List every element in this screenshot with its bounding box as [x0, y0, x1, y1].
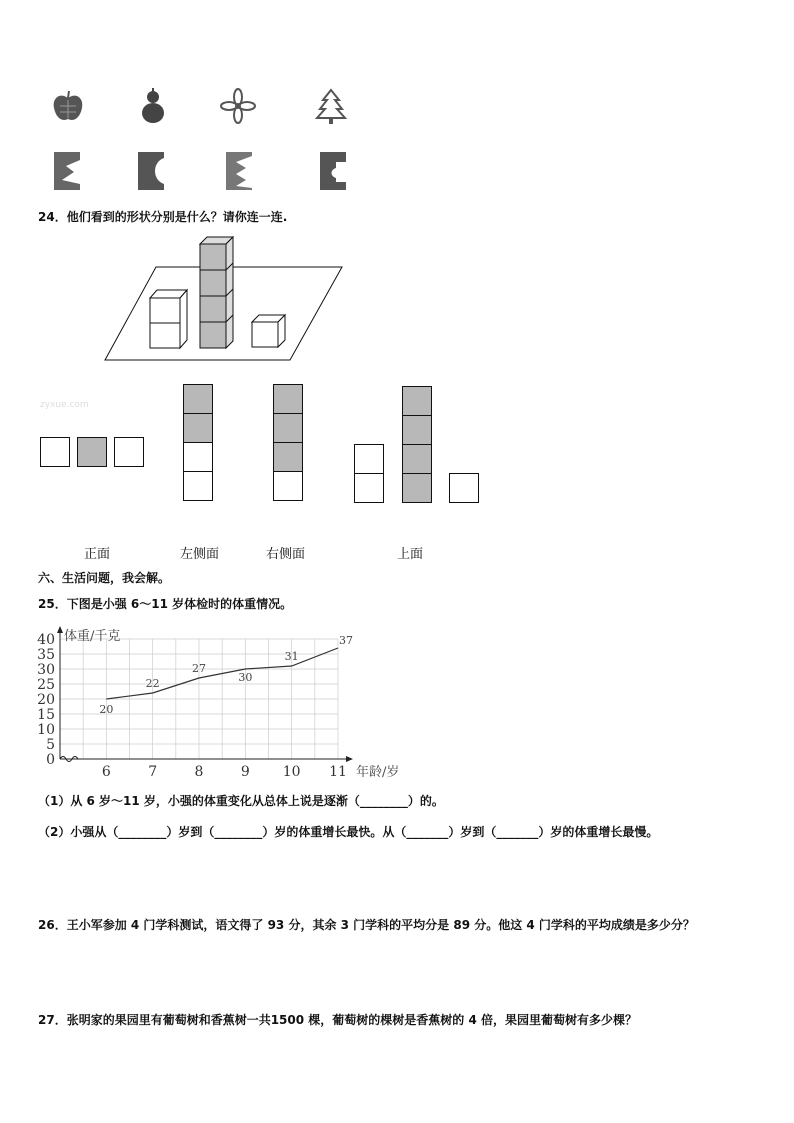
view-cell [402, 415, 432, 445]
x-tick-label: 7 [148, 764, 158, 780]
view-label-left: 左侧面 [180, 547, 220, 562]
cutout-zigzag-icon [224, 150, 254, 192]
data-label: 31 [284, 650, 299, 663]
apple-icon [50, 88, 86, 124]
view-cell [273, 384, 303, 414]
view-cell [273, 413, 303, 443]
x-tick-label: 10 [282, 764, 301, 780]
tree-icon [314, 88, 348, 126]
y-tick-label: 0 [46, 752, 55, 768]
view-cell [183, 442, 213, 472]
y-tick-label: 40 [37, 632, 55, 648]
y-tick-label: 5 [46, 737, 55, 753]
cutout-leaf-icon [52, 150, 82, 192]
view-label-front: 正面 [84, 547, 111, 562]
flower-icon [220, 88, 256, 124]
data-label: 20 [99, 703, 114, 716]
view-cell [40, 437, 70, 467]
cutout-moon-icon [136, 150, 166, 192]
x-tick-label: 9 [240, 764, 250, 780]
question-25-part-2: （2）小强从（________）岁到（________）岁的体重增长最快。从（_______）岁到（_______）岁的体重增长最慢。 [38, 825, 659, 839]
view-cell [402, 473, 432, 503]
y-tick-label: 35 [37, 647, 55, 663]
x-axis-label: 年龄/岁 [356, 765, 400, 780]
question-26: 26．王小军参加 4 门学科测试，语文得了 93 分，其余 3 门学科的平均分是 89 分。他这 4 门学科的平均成绩是多少分？ [38, 918, 695, 932]
y-tick-label: 25 [37, 677, 55, 693]
cube-stack-figure [100, 236, 350, 366]
y-axis-label: 体重/千克 [64, 629, 121, 644]
view-cell [183, 471, 213, 501]
section-6-title: 六、生活问题，我会解。 [38, 571, 171, 585]
y-tick-label: 30 [37, 662, 55, 678]
data-label: 37 [339, 634, 353, 647]
weight-line-chart [30, 620, 420, 780]
view-cell [77, 437, 107, 467]
question-24: 24．他们看到的形状分别是什么？请你连一连. [38, 210, 288, 224]
question-25-part-1: （1）从 6 岁～11 岁，小强的体重变化从总体上说是逐渐（________）的。 [38, 794, 444, 808]
cutout-puzzle-icon [318, 150, 348, 192]
x-tick-label: 8 [194, 764, 204, 780]
question-27: 27．张明家的果园里有葡萄树和香蕉树一共1500 棵，葡萄树的棵树是香蕉树的 4 倍，果园里葡萄树有多少棵？ [38, 1013, 637, 1027]
x-tick-label: 11 [329, 764, 347, 780]
view-label-top: 上面 [397, 547, 424, 562]
data-label: 22 [145, 677, 160, 690]
y-axis-arrow [57, 626, 63, 633]
x-axis-arrow [346, 756, 353, 762]
view-cell [449, 473, 479, 503]
gourd-icon [138, 86, 168, 126]
watermark: zyxue.com [40, 400, 89, 410]
x-tick-label: 6 [101, 764, 111, 780]
view-cell [273, 471, 303, 501]
data-label: 27 [192, 662, 206, 675]
view-label-right: 右侧面 [266, 547, 306, 562]
data-label: 30 [238, 671, 253, 684]
y-tick-label: 15 [37, 707, 55, 723]
y-tick-label: 10 [37, 722, 55, 738]
view-cell [402, 386, 432, 416]
view-cell [402, 444, 432, 474]
view-cell [183, 413, 213, 443]
question-25: 25．下图是小强 6～11 岁体检时的体重情况。 [38, 597, 293, 611]
view-cell [354, 444, 384, 474]
view-cell [114, 437, 144, 467]
y-tick-label: 20 [37, 692, 55, 708]
view-cell [273, 442, 303, 472]
view-cell [354, 473, 384, 503]
view-cell [183, 384, 213, 414]
